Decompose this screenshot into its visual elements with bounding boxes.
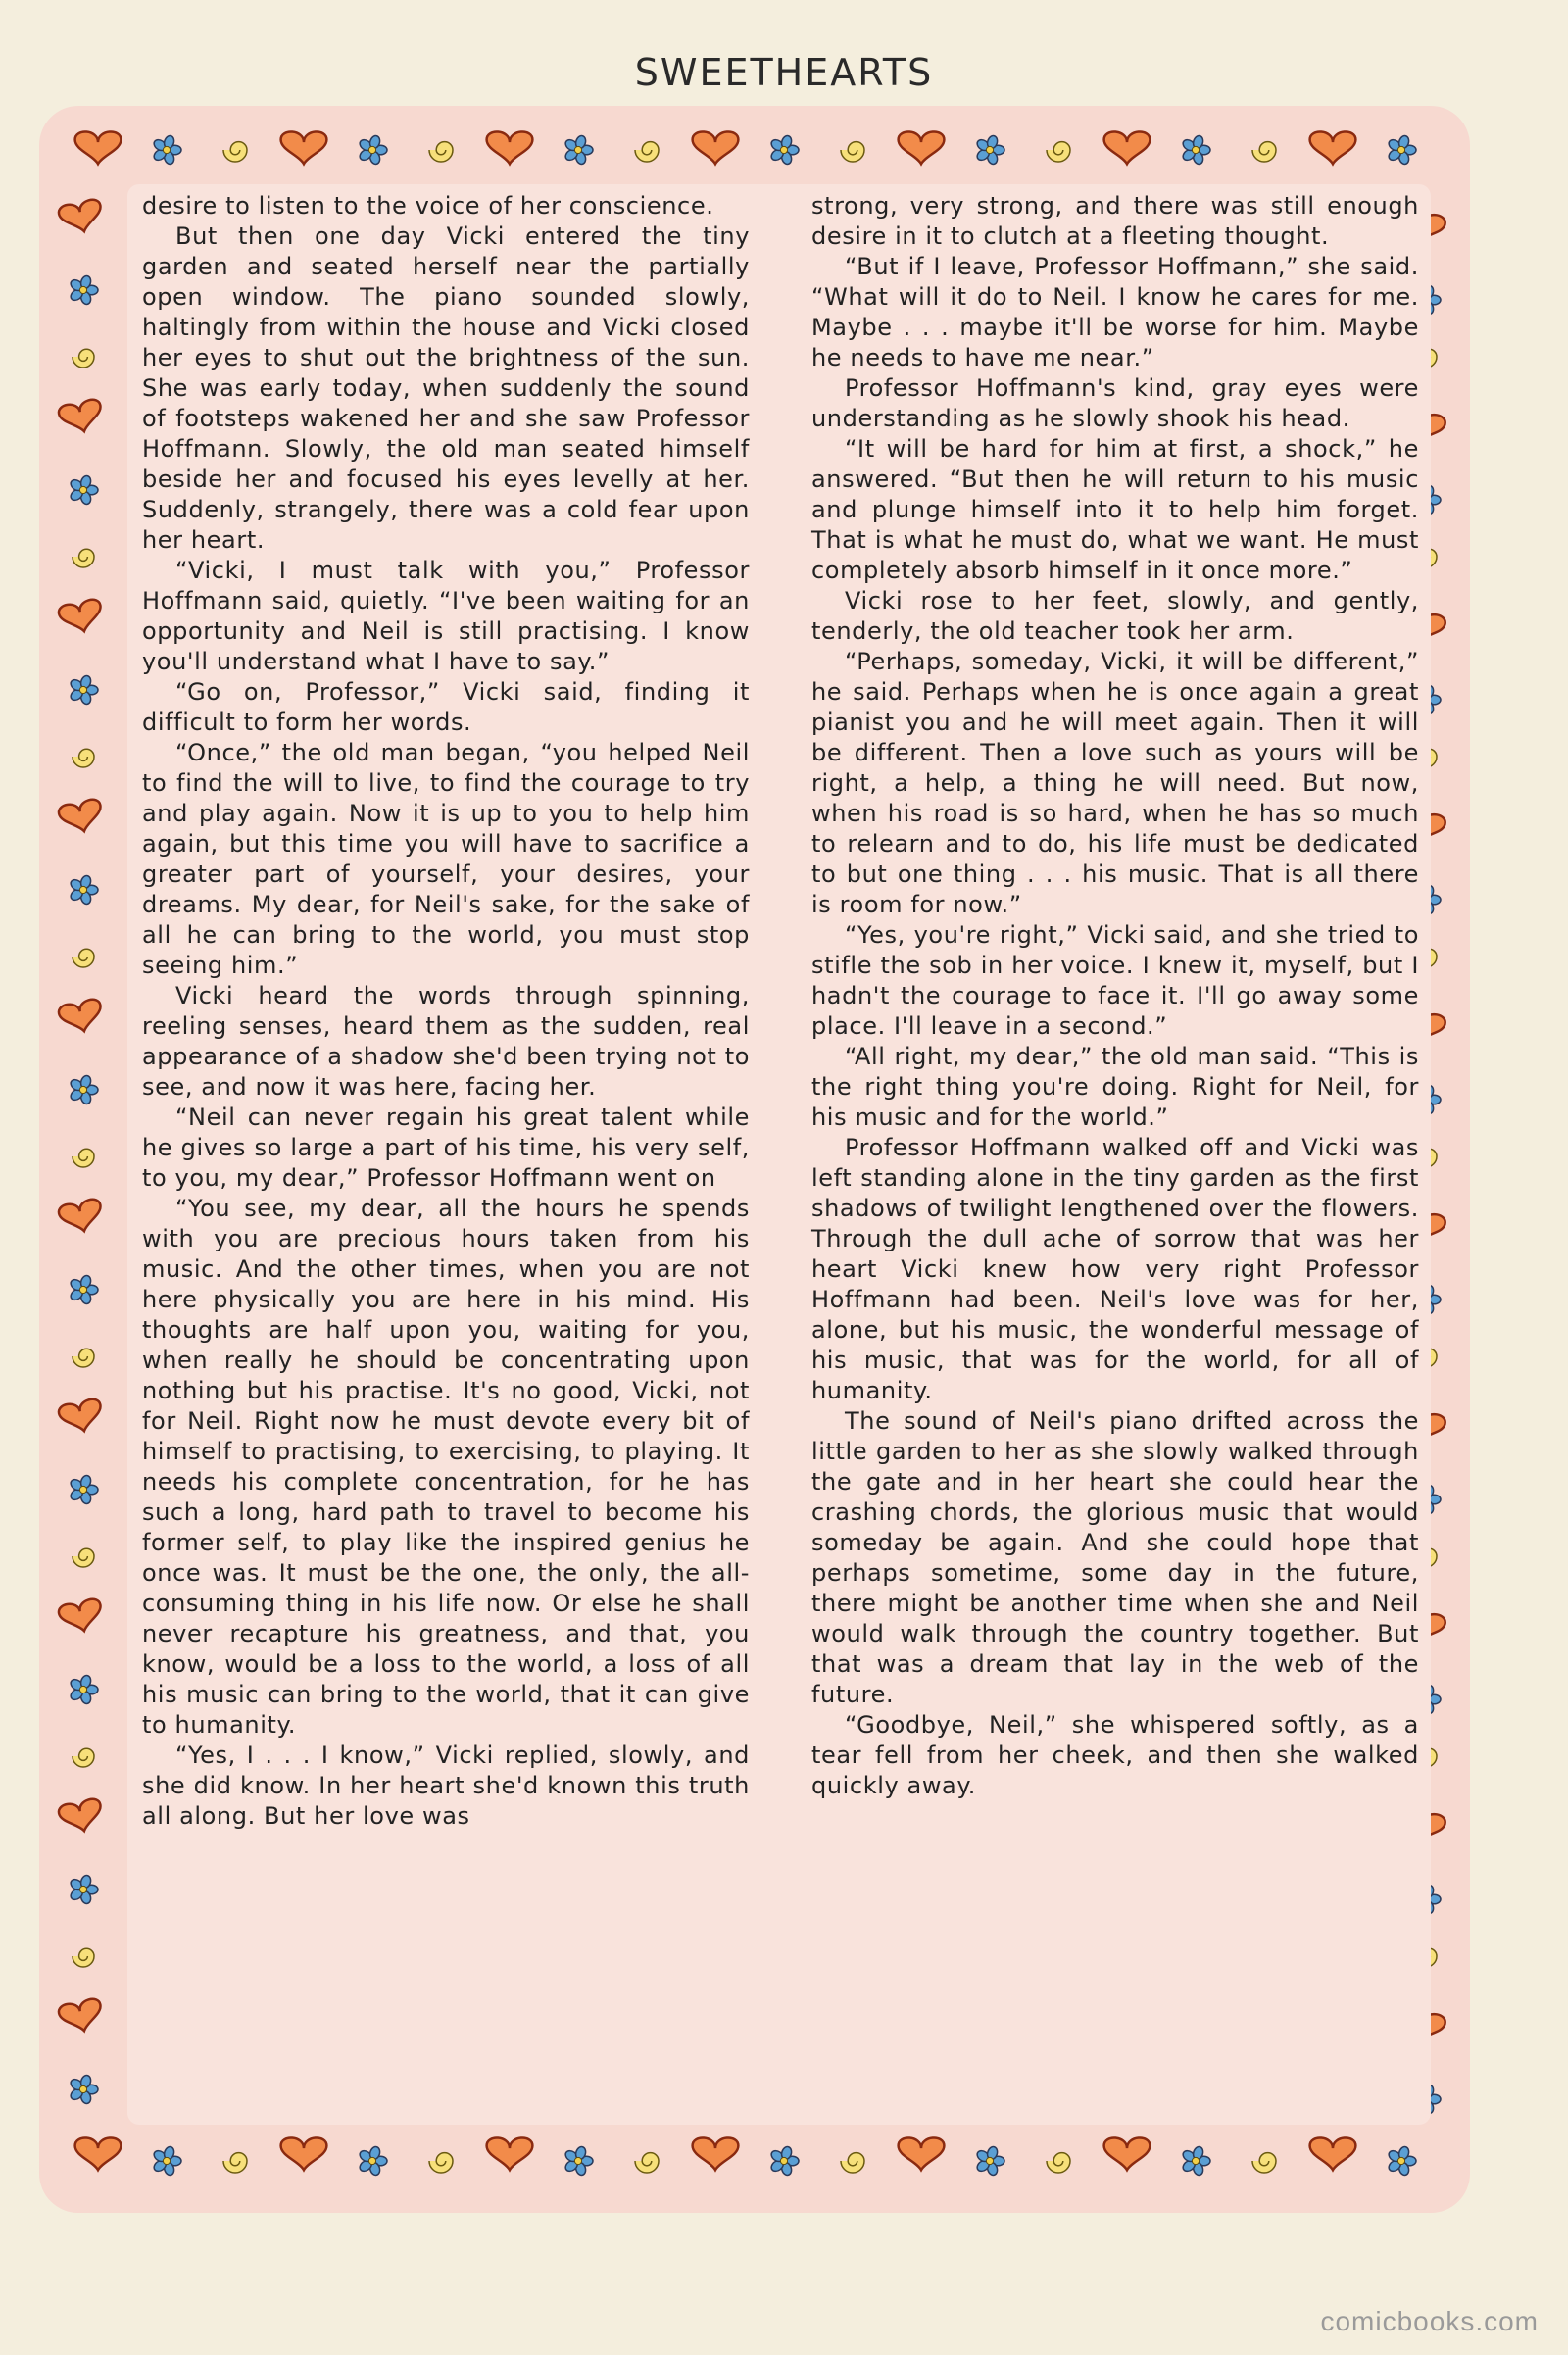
swirl-icon — [73, 1548, 94, 1567]
swirl-icon — [73, 1349, 94, 1367]
swirl-icon — [223, 2153, 247, 2173]
heart-icon — [75, 131, 122, 164]
heart-icon — [58, 798, 106, 836]
flower-icon — [69, 1074, 98, 1104]
heart-icon — [1104, 2137, 1151, 2170]
paragraph: But then one day Vicki entered the tiny garden and seated herself near the partially open window. The piano sounded slowly, haltingly from within the house and Vicki closed her eyes to shut out the brightness of the sun. She was early today, when suddenly the sound of footsteps wakened her and she saw Professor Hoffmann. Slowly, the old man seated himself beside her and focused his eyes levelly at her. Suddenly, strangely, there was a cold fear upon her heart. — [142, 222, 750, 554]
paragraph: “Yes, you're right,” Vicki said, and she tried to stifle the sob in her voice. I knew it, myself, but I hadn't the courage to face it. I'll go away some place. I'll leave in a second.” — [811, 921, 1419, 1040]
flower-icon — [358, 2145, 387, 2176]
paragraph: “Once,” the old man began, “you helped Neil to find the will to live, to find the courage to try and play again. Now it is up to you to help him again, but this time you will have to sacrifice a greater part of yourself, your desires, your dreams. My dear, for Neil's sake, for the sake of all he can bring to the world, you must stop seeing him.” — [142, 739, 750, 979]
swirl-icon — [841, 142, 864, 162]
page-title: SWEETHEARTS — [634, 51, 934, 94]
swirl-icon — [223, 142, 247, 162]
swirl-icon — [73, 549, 94, 567]
flower-icon — [152, 2145, 181, 2176]
paragraph: desire to listen to the voice of her conscience. — [142, 192, 714, 220]
paragraph: “It will be hard for him at first, a shock,” he answered. “But then he will return to his music and plunge himself into it to help him forget. That is what he must do, what we want. He must completely absorb himself in it once more.” — [811, 435, 1419, 584]
heart-icon — [1310, 2137, 1356, 2170]
flower-icon — [69, 274, 98, 305]
heart-icon — [58, 1797, 106, 1836]
heart-icon — [693, 2137, 739, 2170]
swirl-icon — [73, 1149, 94, 1167]
flower-icon — [1181, 2145, 1210, 2176]
flower-icon — [564, 134, 593, 165]
swirl-icon — [73, 349, 94, 368]
swirl-icon — [73, 749, 94, 767]
flower-icon — [358, 134, 387, 165]
swirl-icon — [1047, 2153, 1070, 2173]
flower-icon — [69, 1274, 98, 1304]
flower-icon — [69, 1674, 98, 1704]
paragraph: “But if I leave, Professor Hoffmann,” she said. “What will it do to Neil. I know he cares for me. Maybe . . . maybe it'll be worse for him. Maybe he needs to have me near.” — [811, 253, 1419, 371]
heart-icon — [899, 131, 945, 164]
flower-icon — [69, 1874, 98, 1904]
swirl-icon — [1252, 142, 1276, 162]
swirl-icon — [635, 2153, 659, 2173]
heart-icon — [58, 1398, 106, 1436]
paragraph: “You see, my dear, all the hours he spends with you are precious hours taken from his music. And the other times, when you are not here physically you are here in his mind. His thoughts are half upon you, waiting for you, when really he should be concentrating upon nothing but his practise. It's no good, Vicki, not for Neil. Right now he must devote every bit of himself to practising, to exercising, to playing. It needs his complete concentration, for he has such a long, hard path to travel to become his former self, to play like the inspired genius he once was. It must be the one, the only, the all-consuming thing in his life now. Or else he shall never recapture his greatness, and that, you know, would be a loss to the world, a loss of all his music can bring to the world, that it can give to humanity. — [142, 1195, 750, 1739]
paragraph: Vicki rose to her feet, slowly, and gently, tenderly, the old teacher took her arm. — [811, 587, 1419, 645]
paragraph: “Perhaps, someday, Vicki, it will be different,” he said. Perhaps when he is once again a great pianist you and he will meet again. Then it will be different. Then a love such as yours will be right, a help, a thing he will need. But now, when his road is so hard, when he has so much to relearn and to do, his life must be dedicated to but one thing . . . his music. That is all there is room for now.” — [811, 648, 1419, 918]
heart-icon — [58, 998, 106, 1036]
heart-icon — [899, 2137, 945, 2170]
swirl-icon — [429, 142, 453, 162]
flower-icon — [69, 1474, 98, 1504]
watermark-text: comicbooks.com — [1320, 2306, 1539, 2336]
heart-icon — [58, 1997, 106, 2036]
flower-icon — [564, 2145, 593, 2176]
paragraph: The sound of Neil's piano drifted across the little garden to her as she slowly walked through the gate and in her heart she could hear the crashing chords, the glorious music that would someday be again. And she could hope that perhaps sometime, some day in the future, there might be another time when she and Neil would walk through the country together. But that was a dream that lay in the web of the future. — [811, 1407, 1419, 1708]
swirl-icon — [73, 949, 94, 967]
flower-icon — [69, 674, 98, 705]
heart-icon — [1104, 131, 1151, 164]
swirl-icon — [429, 2153, 453, 2173]
flower-icon — [975, 2145, 1004, 2176]
heart-icon — [487, 2137, 533, 2170]
story-column-left — [142, 191, 750, 1832]
heart-icon — [58, 1597, 106, 1636]
heart-icon — [281, 2137, 327, 2170]
swirl-icon — [1047, 142, 1070, 162]
paragraph: “Yes, I . . . I know,” Vicki replied, slowly, and she did know. In her heart she'd known this truth all along. But her love was — [142, 1742, 750, 1830]
heart-icon — [58, 198, 106, 236]
paragraph: Vicki heard the words through spinning, reeling senses, heard them as the sudden, real appearance of a shadow she'd been trying not to see, and now it was here, facing her. — [142, 982, 750, 1101]
heart-icon — [487, 131, 533, 164]
heart-icon — [281, 131, 327, 164]
paragraph: “Go on, Professor,” Vicki said, finding it difficult to form her words. — [142, 678, 750, 736]
flower-icon — [152, 134, 181, 165]
paragraph: strong, very strong, and there was still enough desire in it to clutch at a fleeting thought. — [811, 192, 1419, 250]
paragraph: “All right, my dear,” the old man said. “This is the right thing you're doing. Right for Neil, for his music and for the world.” — [811, 1043, 1419, 1131]
flower-icon — [1387, 134, 1416, 165]
flower-icon — [769, 2145, 799, 2176]
heart-icon — [75, 2137, 122, 2170]
paragraph: “Neil can never regain his great talent while he gives so large a part of his time, his very self, to you, my dear,” Professor Hoffmann went on — [142, 1104, 750, 1192]
paragraph: “Vicki, I must talk with you,” Professor Hoffmann said, quietly. “I've been waiting for an opportunity and Neil is still practising. I know you'll understand what I have to say.” — [142, 557, 750, 675]
swirl-icon — [73, 1748, 94, 1767]
flower-icon — [1181, 134, 1210, 165]
swirl-icon — [73, 1948, 94, 1967]
flower-icon — [69, 474, 98, 505]
paragraph: “Goodbye, Neil,” she whispered softly, as a tear fell from her cheek, and then she walked quickly away. — [811, 1711, 1419, 1799]
heart-icon — [693, 131, 739, 164]
story-column-right — [811, 191, 1419, 1801]
flower-icon — [1387, 2145, 1416, 2176]
swirl-icon — [841, 2153, 864, 2173]
flower-icon — [69, 2074, 98, 2104]
flower-icon — [69, 874, 98, 905]
flower-icon — [975, 134, 1004, 165]
heart-icon — [58, 598, 106, 636]
swirl-icon — [635, 142, 659, 162]
heart-icon — [58, 1198, 106, 1236]
paragraph: Professor Hoffmann walked off and Vicki was left standing alone in the tiny garden as the first shadows of twilight lengthened over the flowers. Through the dull ache of sorrow that was her heart Vicki knew how very right Professor Hoffmann had been. Neil's love was for her, alone, but his music, the wonderful message of his music, that was for the world, for all of humanity. — [811, 1134, 1419, 1404]
swirl-icon — [1252, 2153, 1276, 2173]
heart-icon — [58, 398, 106, 436]
flower-icon — [769, 134, 799, 165]
heart-icon — [1310, 131, 1356, 164]
paragraph: Professor Hoffmann's kind, gray eyes were understanding as he slowly shook his head. — [811, 374, 1419, 432]
